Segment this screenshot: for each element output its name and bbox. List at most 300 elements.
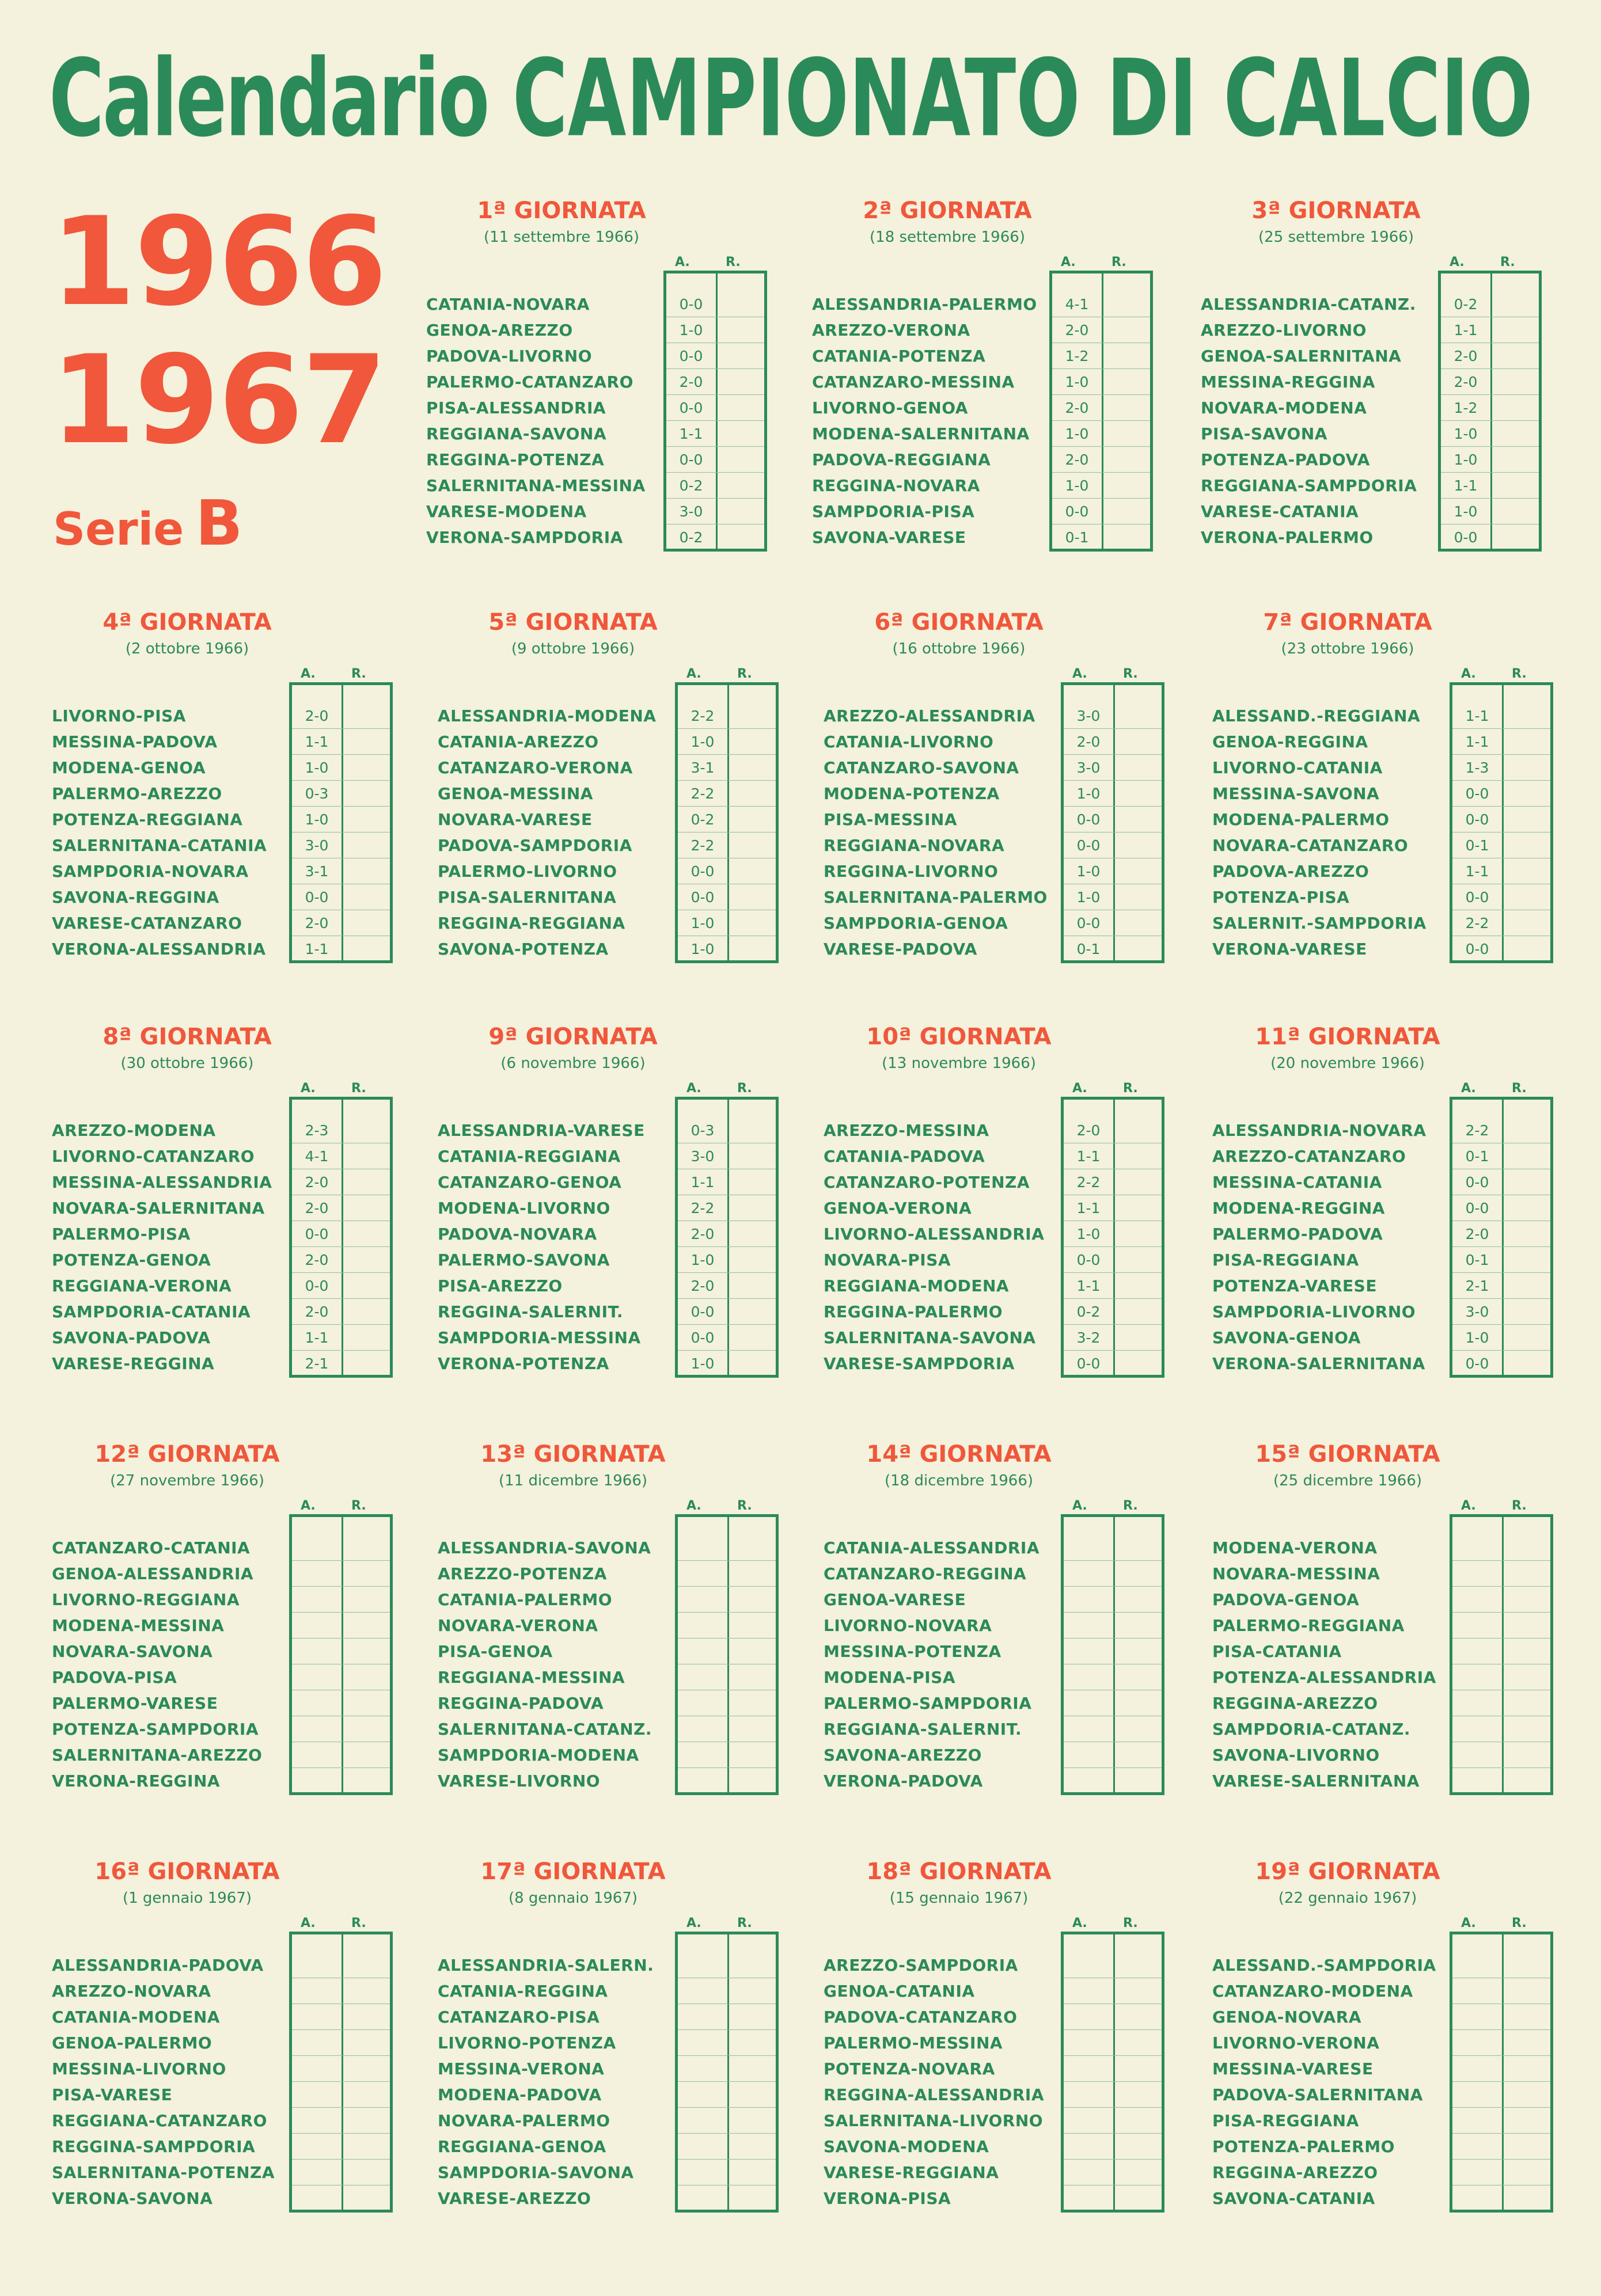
match-row: [426, 473, 783, 499]
match-row: [1212, 2030, 1569, 2056]
match-teams: POTENZA-PALERMO: [1212, 2137, 1395, 2156]
andata-result: 2-0: [305, 1174, 329, 1191]
match-row: [1212, 1535, 1569, 1561]
andata-result: 2-0: [691, 1278, 715, 1294]
andata-result: 2-0: [1065, 451, 1089, 468]
andata-result: 3-0: [305, 837, 329, 854]
match-row: [1212, 1613, 1569, 1639]
match-row: [1212, 1716, 1569, 1742]
match-row: [52, 2108, 409, 2134]
match-teams: REGGINA-AREZZO: [1212, 2163, 1378, 2182]
season-year-end: 1967: [51, 329, 386, 471]
andata-header: A.: [1461, 667, 1476, 681]
match-row: [812, 524, 1169, 550]
andata-result: 1-1: [305, 733, 329, 750]
match-row: [1201, 343, 1558, 369]
match-teams: LIVORNO-VERONA: [1212, 2033, 1380, 2052]
round-title: 10ª GIORNATA: [866, 1024, 1052, 1050]
calendar-title: [49, 29, 1533, 168]
andata-header: A.: [1061, 255, 1076, 269]
andata-result: 2-0: [305, 1252, 329, 1268]
andata-result: 0-2: [1454, 296, 1478, 313]
ritorno-header: R.: [1123, 667, 1138, 681]
match-teams: POTENZA-NOVARA: [824, 2059, 995, 2078]
match-teams: MODENA-MESSINA: [52, 1616, 225, 1635]
match-teams: PADOVA-CATANZARO: [824, 2008, 1018, 2027]
match-row: [824, 1351, 1181, 1377]
match-row: [1212, 781, 1569, 807]
match-teams: SAVONA-GENOA: [1212, 1328, 1361, 1347]
match-row: [1212, 1587, 1569, 1613]
match-teams: CATANIA-AREZZO: [438, 732, 599, 751]
match-teams: SAMPDORIA-CATANIA: [52, 1302, 251, 1321]
match-teams: PALERMO-MESSINA: [824, 2033, 1003, 2052]
match-row: [824, 2004, 1181, 2030]
match-row: [1212, 1742, 1569, 1768]
andata-result: 2-2: [1465, 1122, 1489, 1139]
match-teams: GENOA-ALESSANDRIA: [52, 1564, 254, 1583]
match-row: [52, 807, 409, 833]
match-row: [1212, 1351, 1569, 1377]
match-teams: POTENZA-ALESSANDRIA: [1212, 1668, 1436, 1687]
match-row: [52, 1299, 409, 1325]
andata-result: 2-0: [1076, 733, 1101, 750]
match-teams: LIVORNO-CATANIA: [1212, 758, 1383, 777]
match-teams: VARESE-SALERNITANA: [1212, 1772, 1420, 1791]
match-teams: CATANIA-PADOVA: [824, 1147, 985, 1166]
match-teams: AREZZO-CATANZARO: [1212, 1147, 1406, 1166]
match-teams: POTENZA-SAMPDORIA: [52, 1720, 259, 1739]
match-teams: ALESSANDRIA-PALERMO: [812, 295, 1037, 314]
match-row: [438, 2030, 795, 2056]
ritorno-header: R.: [1512, 667, 1527, 681]
match-teams: PALERMO-AREZZO: [52, 784, 222, 803]
match-row: [1212, 1664, 1569, 1690]
andata-result: 1-0: [679, 322, 703, 339]
match-teams: SAVONA-LIVORNO: [1212, 1746, 1380, 1765]
andata-result: 1-2: [1454, 400, 1478, 416]
andata-result: 1-0: [1076, 889, 1101, 906]
round-date: (25 dicembre 1966): [1273, 1472, 1422, 1489]
round-title: 19ª GIORNATA: [1255, 1858, 1440, 1885]
andata-result: 2-2: [691, 837, 715, 854]
match-teams: PADOVA-AREZZO: [1212, 862, 1369, 881]
match-teams: POTENZA-VARESE: [1212, 1276, 1377, 1295]
andata-result: 0-0: [691, 863, 715, 880]
round-date: (23 ottobre 1966): [1281, 640, 1414, 657]
ritorno-header: R.: [737, 1916, 752, 1930]
match-row: [438, 2134, 795, 2160]
match-row: [438, 2082, 795, 2108]
match-teams: ALESSAND.-REGGIANA: [1212, 706, 1421, 725]
match-teams: NOVARA-MODENA: [1201, 398, 1367, 417]
ritorno-header: R.: [1500, 255, 1515, 269]
match-teams: SAMPDORIA-MESSINA: [438, 1328, 641, 1347]
round-date: (1 gennaio 1967): [122, 1890, 252, 1907]
match-list: [1201, 291, 1558, 550]
match-teams: CATANZARO-MODENA: [1212, 1982, 1413, 2001]
match-row: [438, 936, 795, 962]
andata-result: 0-0: [679, 348, 703, 364]
match-row: [438, 755, 795, 781]
match-teams: VARESE-REGGIANA: [824, 2163, 999, 2182]
match-teams: PALERMO-SAMPDORIA: [824, 1694, 1032, 1713]
match-row: [426, 291, 783, 317]
round-3: [1201, 196, 1558, 599]
match-teams: LIVORNO-GENOA: [812, 398, 968, 417]
match-teams: PADOVA-LIVORNO: [426, 347, 593, 366]
match-row: [812, 343, 1169, 369]
match-list: [1212, 1535, 1569, 1794]
ritorno-header: R.: [1123, 1081, 1138, 1096]
match-teams: REGGINA-PALERMO: [824, 1302, 1003, 1321]
andata-result: 1-0: [691, 915, 715, 932]
round-16: [52, 1857, 409, 2260]
match-teams: CATANZARO-GENOA: [438, 1173, 622, 1192]
match-row: [824, 2160, 1181, 2185]
match-teams: GENOA-SALERNITANA: [1201, 347, 1402, 366]
match-row: [824, 1169, 1181, 1195]
andata-header: A.: [686, 1916, 701, 1930]
andata-result: 2-2: [1465, 915, 1489, 932]
match-row: [52, 1742, 409, 1768]
round-4: [52, 607, 409, 1010]
match-row: [52, 2056, 409, 2082]
match-list: [426, 291, 783, 550]
match-teams: SAMPDORIA-MODENA: [438, 1746, 639, 1765]
andata-result: 2-0: [1465, 1226, 1489, 1242]
match-row: [1212, 1952, 1569, 1978]
round-title: 8ª GIORNATA: [103, 1024, 272, 1050]
match-row: [52, 833, 409, 858]
match-teams: VERONA-POTENZA: [438, 1354, 609, 1373]
match-teams: PALERMO-PADOVA: [1212, 1225, 1383, 1244]
round-date: (8 gennaio 1967): [508, 1890, 638, 1907]
match-teams: VERONA-VARESE: [1212, 940, 1367, 959]
match-row: [824, 2056, 1181, 2082]
round-title: 15ª GIORNATA: [1255, 1441, 1440, 1468]
match-teams: GENOA-NOVARA: [1212, 2008, 1362, 2027]
match-row: [438, 807, 795, 833]
andata-result: 3-0: [691, 1148, 715, 1165]
andata-header: A.: [301, 1916, 316, 1930]
andata-result: 1-1: [679, 425, 703, 442]
match-row: [438, 1561, 795, 1587]
match-teams: PISA-AREZZO: [438, 1276, 563, 1295]
andata-result: 0-0: [1076, 915, 1101, 932]
andata-result: 1-3: [1465, 759, 1489, 776]
match-row: [812, 421, 1169, 447]
ritorno-header: R.: [726, 255, 741, 269]
match-row: [824, 1195, 1181, 1221]
match-row: [824, 1978, 1181, 2004]
match-row: [1212, 1143, 1569, 1169]
andata-result: 1-0: [1076, 1226, 1101, 1242]
round-17: [438, 1857, 795, 2260]
match-row: [824, 884, 1181, 910]
match-teams: VARESE-REGGINA: [52, 1354, 215, 1373]
match-teams: PALERMO-CATANZARO: [426, 372, 633, 391]
match-teams: PISA-REGGIANA: [1212, 1250, 1359, 1269]
match-row: [426, 343, 783, 369]
match-teams: PADOVA-SALERNITANA: [1212, 2085, 1423, 2104]
andata-header: A.: [686, 1499, 701, 1513]
match-row: [52, 2030, 409, 2056]
match-row: [824, 2108, 1181, 2134]
match-row: [824, 1587, 1181, 1613]
match-teams: PISA-MESSINA: [824, 810, 957, 829]
round-title: 12ª GIORNATA: [94, 1441, 280, 1468]
ritorno-header: R.: [737, 1499, 752, 1513]
match-row: [438, 703, 795, 729]
round-18: [824, 1857, 1181, 2260]
andata-result: 2-0: [1065, 400, 1089, 416]
match-teams: SALERNITANA-MESSINA: [426, 476, 646, 495]
match-row: [52, 755, 409, 781]
match-teams: SAMPDORIA-CATANZ.: [1212, 1720, 1411, 1739]
match-teams: SAVONA-VARESE: [812, 528, 966, 547]
round-title: 14ª GIORNATA: [866, 1441, 1052, 1468]
match-teams: GENOA-CATANIA: [824, 1982, 975, 2001]
andata-result: 1-0: [305, 759, 329, 776]
match-teams: PISA-ALESSANDRIA: [426, 398, 606, 417]
match-list: [438, 1535, 795, 1794]
match-row: [812, 395, 1169, 421]
match-teams: LIVORNO-POTENZA: [438, 2033, 616, 2052]
match-row: [824, 755, 1181, 781]
match-teams: GENOA-VERONA: [824, 1199, 972, 1218]
title-part1: Calendario: [49, 36, 488, 161]
match-list: [438, 703, 795, 962]
match-list: [52, 1952, 409, 2211]
match-teams: PALERMO-REGGIANA: [1212, 1616, 1405, 1635]
match-row: [824, 1742, 1181, 1768]
round-15: [1212, 1439, 1569, 1842]
match-teams: MODENA-PISA: [824, 1668, 956, 1687]
season-year-start: 1966: [51, 191, 386, 333]
andata-header: A.: [1450, 255, 1465, 269]
match-teams: REGGINA-SAMPDORIA: [52, 2137, 256, 2156]
match-teams: REGGIANA-CATANZARO: [52, 2111, 267, 2130]
match-teams: REGGIANA-SAMPDORIA: [1201, 476, 1417, 495]
match-teams: PALERMO-SAVONA: [438, 1250, 610, 1269]
match-teams: SAVONA-POTENZA: [438, 940, 609, 959]
ritorno-header: R.: [737, 667, 752, 681]
match-teams: SAVONA-MODENA: [824, 2137, 989, 2156]
match-teams: REGGINA-AREZZO: [1212, 1694, 1378, 1713]
andata-header: A.: [1072, 667, 1087, 681]
round-date: (18 dicembre 1966): [884, 1472, 1034, 1489]
match-teams: SAMPDORIA-NOVARA: [52, 862, 249, 881]
match-row: [52, 1195, 409, 1221]
match-teams: NOVARA-VERONA: [438, 1616, 598, 1635]
match-teams: LIVORNO-CATANZARO: [52, 1147, 255, 1166]
round-title: 13ª GIORNATA: [480, 1441, 666, 1468]
ritorno-header: R.: [351, 667, 366, 681]
match-row: [438, 884, 795, 910]
match-row: [438, 2185, 795, 2211]
round-date: (11 dicembre 1966): [498, 1472, 648, 1489]
match-teams: GENOA-VARESE: [824, 1590, 966, 1609]
round-10: [824, 1022, 1181, 1425]
match-row: [426, 317, 783, 343]
match-teams: MESSINA-LIVORNO: [52, 2059, 226, 2078]
match-teams: VARESE-LIVORNO: [438, 1772, 601, 1791]
match-row: [426, 524, 783, 550]
andata-result: 0-0: [1076, 1355, 1101, 1372]
andata-result: 3-2: [1076, 1329, 1101, 1346]
match-teams: CATANZARO-CATANIA: [52, 1538, 251, 1557]
match-row: [52, 1247, 409, 1273]
ritorno-header: R.: [1123, 1916, 1138, 1930]
match-row: [52, 1351, 409, 1377]
match-row: [824, 1325, 1181, 1351]
round-date: (27 novembre 1966): [110, 1472, 264, 1489]
ritorno-header: R.: [1512, 1499, 1527, 1513]
andata-result: 0-0: [1076, 837, 1101, 854]
match-teams: LIVORNO-ALESSANDRIA: [824, 1225, 1045, 1244]
match-teams: CATANZARO-MESSINA: [812, 372, 1015, 391]
round-title: 5ª GIORNATA: [488, 609, 658, 636]
round-date: (30 ottobre 1966): [120, 1055, 254, 1072]
match-teams: VERONA-PISA: [824, 2189, 951, 2208]
andata-result: 0-2: [679, 477, 703, 494]
match-row: [1212, 2056, 1569, 2082]
andata-header: A.: [1072, 1081, 1087, 1096]
round-8: [52, 1022, 409, 1425]
match-teams: VARESE-AREZZO: [438, 2189, 591, 2208]
round-title: 3ª GIORNATA: [1251, 197, 1421, 224]
andata-result: 0-0: [305, 889, 329, 906]
match-row: [1212, 2004, 1569, 2030]
andata-result: 0-0: [305, 1226, 329, 1242]
ritorno-header: R.: [351, 1916, 366, 1930]
match-teams: REGGINA-POTENZA: [426, 450, 605, 469]
andata-result: 0-0: [1465, 1200, 1489, 1217]
andata-result: 0-0: [1465, 1355, 1489, 1372]
match-row: [438, 1221, 795, 1247]
match-teams: GENOA-AREZZO: [426, 321, 573, 340]
match-row: [438, 1351, 795, 1377]
ritorno-header: R.: [351, 1081, 366, 1096]
match-row: [52, 703, 409, 729]
match-teams: NOVARA-SALERNITANA: [52, 1199, 265, 1218]
match-row: [52, 1978, 409, 2004]
round-date: (15 gennaio 1967): [889, 1890, 1029, 1907]
match-teams: VERONA-PADOVA: [824, 1772, 983, 1791]
andata-result: 3-1: [305, 863, 329, 880]
match-teams: NOVARA-CATANZARO: [1212, 836, 1409, 855]
match-teams: PISA-SALERNITANA: [438, 888, 617, 907]
ritorno-header: R.: [1123, 1499, 1138, 1513]
andata-header: A.: [301, 667, 316, 681]
andata-result: 4-1: [305, 1148, 329, 1165]
match-teams: VERONA-SAVONA: [52, 2189, 213, 2208]
match-teams: MESSINA-VARESE: [1212, 2059, 1374, 2078]
andata-header: A.: [301, 1081, 316, 1096]
match-row: [1212, 833, 1569, 858]
match-row: [1212, 1639, 1569, 1664]
match-row: [438, 2108, 795, 2134]
match-row: [438, 1325, 795, 1351]
match-teams: PALERMO-VARESE: [52, 1694, 218, 1713]
match-row: [824, 1561, 1181, 1587]
match-row: [52, 781, 409, 807]
match-teams: PADOVA-REGGIANA: [812, 450, 991, 469]
match-teams: GENOA-MESSINA: [438, 784, 593, 803]
match-list: [824, 1535, 1181, 1794]
match-row: [824, 1613, 1181, 1639]
match-row: [1201, 524, 1558, 550]
match-teams: LIVORNO-NOVARA: [824, 1616, 992, 1635]
match-teams: NOVARA-MESSINA: [1212, 1564, 1380, 1583]
round-14: [824, 1439, 1181, 1842]
match-row: [52, 1221, 409, 1247]
match-teams: REGGINA-ALESSANDRIA: [824, 2085, 1045, 2104]
match-row: [1212, 1169, 1569, 1195]
andata-result: 2-0: [305, 708, 329, 724]
match-row: [1201, 421, 1558, 447]
match-row: [1212, 1978, 1569, 2004]
match-teams: MESSINA-REGGINA: [1201, 372, 1375, 391]
andata-result: 0-0: [679, 451, 703, 468]
match-list: [1212, 1117, 1569, 1377]
match-teams: SALERNIT.-SAMPDORIA: [1212, 914, 1427, 933]
match-teams: MODENA-REGGINA: [1212, 1199, 1385, 1218]
match-row: [438, 1978, 795, 2004]
match-row: [1212, 884, 1569, 910]
match-row: [52, 884, 409, 910]
andata-result: 0-0: [679, 400, 703, 416]
title-part2: CAMPIONATO DI CALCIO: [512, 36, 1533, 161]
match-row: [824, 1535, 1181, 1561]
andata-result: 0-0: [691, 1329, 715, 1346]
match-teams: MESSINA-VERONA: [438, 2059, 605, 2078]
andata-result: 0-0: [679, 296, 703, 313]
match-teams: AREZZO-MODENA: [52, 1121, 216, 1140]
match-teams: PISA-REGGIANA: [1212, 2111, 1359, 2130]
andata-result: 2-2: [691, 1200, 715, 1217]
andata-result: 2-2: [691, 708, 715, 724]
match-row: [824, 729, 1181, 755]
round-date: (25 settembre 1966): [1258, 229, 1414, 246]
match-teams: SALERNITANA-SAVONA: [824, 1328, 1036, 1347]
andata-result: 2-1: [1465, 1278, 1489, 1294]
match-row: [812, 317, 1169, 343]
match-row: [438, 1768, 795, 1794]
round-title: 11ª GIORNATA: [1255, 1024, 1440, 1050]
match-row: [52, 1768, 409, 1794]
andata-result: 0-0: [1465, 1174, 1489, 1191]
serie-label: [53, 488, 243, 560]
round-date: (6 novembre 1966): [500, 1055, 646, 1072]
match-teams: ALESSANDRIA-SAVONA: [438, 1538, 651, 1557]
round-title: 6ª GIORNATA: [874, 609, 1044, 636]
andata-result: 1-0: [691, 1355, 715, 1372]
andata-result: 1-0: [1454, 503, 1478, 520]
match-teams: REGGIANA-MESSINA: [438, 1668, 625, 1687]
andata-result: 1-0: [1465, 1329, 1489, 1346]
match-row: [812, 369, 1169, 395]
match-teams: ALESSANDRIA-SALERN.: [438, 1956, 654, 1975]
match-teams: NOVARA-PISA: [824, 1250, 951, 1269]
match-teams: REGGIANA-SAVONA: [426, 424, 606, 443]
andata-result: 2-2: [691, 785, 715, 802]
match-row: [426, 369, 783, 395]
andata-header: A.: [1072, 1916, 1087, 1930]
andata-result: 1-0: [691, 733, 715, 750]
match-teams: ALESSANDRIA-PADOVA: [52, 1956, 264, 1975]
